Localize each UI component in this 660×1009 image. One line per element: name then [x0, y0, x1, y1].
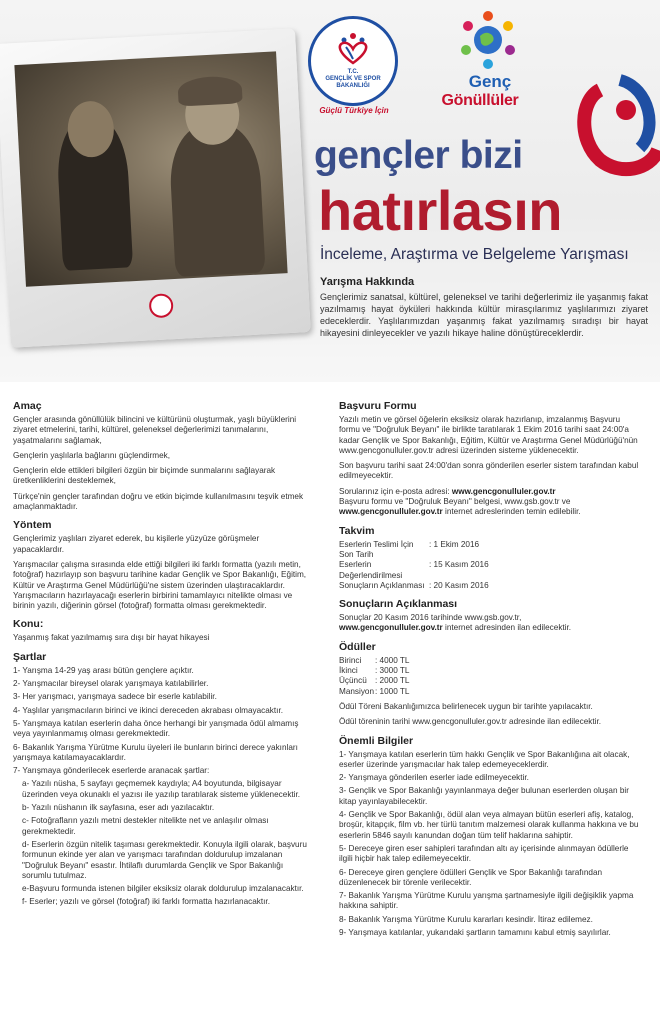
- sartlar-item: 7- Yarışmaya gönderilecek eserlerde aranacak şartlar:: [13, 766, 210, 776]
- hero-banner: [0, 0, 660, 382]
- about-heading: Yarışma Hakkında: [320, 276, 415, 288]
- seal-line-ministry: GENÇLİK VE SPOR: [325, 76, 381, 82]
- odul-label: Üçüncü: [339, 676, 367, 686]
- yontem-heading: Yöntem: [13, 519, 52, 532]
- sonuclar-text-a: Sonuçlar 20 Kasım 2016 tarihinde www.gsb.gov.tr,: [339, 613, 522, 623]
- odul-value: : 2000 TL: [375, 676, 410, 686]
- basvuru-heading: Başvuru Formu: [339, 400, 417, 412]
- takvim-label: Eserlerin Teslimi İçin Son Tarih: [339, 539, 414, 559]
- odul-row: [339, 687, 641, 697]
- decorative-swirl-graphic: [570, 70, 660, 190]
- onemli-item: 7- Bakanlık Yarışma Yürütme Kurulu yarışma şartnamesiyle ilgili değişiklik yapma hakkına sahiptir.: [339, 891, 634, 911]
- odul-label: İkinci: [339, 666, 358, 676]
- konu-section: [13, 618, 310, 643]
- sartlar-item: 4- Yaşlılar yarışmacıların birinci ve ikinci dereceden akrabası olmayacaktır.: [13, 705, 283, 715]
- amac-paragraph-4: Türkçe'nin gençler tarafından doğru ve etkin biçimde kullanılmasını teşvik etmek amaçlanmaktadır.: [13, 491, 304, 512]
- oduller-paragraph-2: Ödül töreninin tarihi www.gencgonulluler.gov.tr adresinde ilan edilecektir.: [339, 717, 601, 727]
- takvim-label: Eserlerin Değerlendirilmesi: [339, 560, 403, 580]
- odul-value: : 1000 TL: [375, 686, 410, 696]
- volunteers-logo-line2: Gönüllüler: [441, 92, 519, 109]
- onemli-item: 9- Yarışmaya katılanlar, yukarıdaki şartların tamamını kabul etmiş sayılırlar.: [339, 927, 611, 937]
- oduller-section: [339, 641, 641, 728]
- takvim-row: [339, 560, 641, 581]
- basvuru-section: [339, 400, 641, 518]
- takvim-label: Sonuçların Açıklanması: [339, 580, 425, 590]
- frame-small-logo-icon: [149, 293, 174, 318]
- amac-heading: Amaç: [13, 400, 42, 412]
- sartlar-item: 1- Yarışma 14-29 yaş arası bütün gençlere açıktır.: [13, 665, 194, 675]
- odul-label: Birinci: [339, 655, 362, 665]
- ministry-tagline: Güçlü Türkiye İçin: [319, 106, 389, 115]
- sartlar-subitem: c- Fotoğrafların yazılı metni destekler nitelikte net ve anlaşılır olması gerekmektedir.: [22, 816, 269, 836]
- onemli-section: [339, 735, 641, 939]
- onemli-item: 6- Dereceye giren gençlere ödülleri Gençlik ve Spor Bakanlığı tarafından düzenlenecek bir törenle verilecektir.: [339, 867, 603, 887]
- amac-paragraph-1: Gençler arasında gönüllülük bilincini ve kültürünü oluşturmak, yaşlı büyüklerini ziyaret etmelerini, tarihi, kültürel, geleneksel değerlerimizi tanımalarını, yaşatmalarını sağlamak,: [13, 415, 297, 445]
- volunteers-globe-logo-icon: [456, 8, 520, 72]
- seal-line-tc: T.C.: [347, 69, 359, 75]
- onemli-item: 5- Dereceye giren eser sahipleri tarafından altı ay içerisinde alınmayan ödüllerle ilgili hiçbir hak talep edilemeyecektir.: [339, 843, 629, 864]
- heart-figures-icon: [335, 31, 371, 65]
- sartlar-subitem: b- Yazılı nüshanın ilk sayfasına, eser adı yazılacaktır.: [22, 803, 215, 813]
- sonuclar-heading: Sonuçların Açıklanması: [339, 598, 458, 611]
- sartlar-item: 6- Bakanlık Yarışma Yürütme Kurulu üyeleri ile bunların birinci derece yakınları yarışmaya katılamayacaklardır.: [13, 742, 298, 762]
- odul-value: : 3000 TL: [375, 666, 410, 676]
- hero-photo: [14, 51, 287, 286]
- form-source-tail: internet adreslerinden temin edilebilir.: [442, 507, 581, 517]
- odul-label: Mansiyon: [339, 686, 375, 696]
- onemli-item: 4- Gençlik ve Spor Bakanlığı, ödül alan veya almayan bütün eserleri afiş, katalog, broşür, kitapçık, film vb. her türlü tanıtım malzemesi olarak kullanma hakkına ve bu eserlerin 5846 sayılı kanundan doğan tüm telif haklarına sahiptir.: [339, 810, 639, 840]
- title-line-2: hatırlasın: [318, 179, 562, 242]
- sartlar-item: 5- Yarışmaya katılan eserlerin daha önce herhangi bir yarışmada ödül almamış veya yayınlanmamış olması gerekmektedir.: [13, 718, 299, 739]
- odul-row: [339, 676, 641, 686]
- competition-subtitle: İnceleme, Araştırma ve Belgeleme Yarışması: [320, 246, 629, 263]
- onemli-item: 3- Gençlik ve Spor Bakanlığı yayınlanmaya değer bulunan eserlerden oluşan bir kitap yayınlayabilecektir.: [339, 786, 629, 806]
- amac-paragraph-2: Gençlerin yaşlılarla bağlarını güçlendirmek,: [13, 450, 171, 460]
- sonuclar-text-c: internet adresinden ilan edilecektir.: [442, 623, 572, 633]
- takvim-row: [339, 540, 641, 561]
- sonuclar-text: [339, 613, 641, 634]
- oduller-heading: Ödüller: [339, 640, 376, 653]
- takvim-heading: Takvim: [339, 524, 375, 537]
- form-source-link[interactable]: www.gencgonulluler.gov.tr: [339, 507, 443, 517]
- left-column: [13, 400, 310, 915]
- oduller-paragraph-1: Ödül Töreni Bakanlığımızca belirlenecek uygun bir tarihte yapılacaktır.: [339, 701, 593, 711]
- amac-paragraph-3: Gençlerin elde ettikleri bilgileri özgün bir biçimde sunmalarını sağlayarak üretkenliklerini desteklemek,: [13, 466, 276, 486]
- about-text: Gençlerimiz sanatsal, kültürel, geleneksel ve tarihi değerlerimiz ile yaşanmış fakat yazılmamış hayat öyküleri hakkında kültür mirasçılarımız yaşlılarımızı ziyaret edeceklerdir. Yaşlılarımızdan yaşanmış fakat yazılmamış sıradışı bir hayat hikayesini dinleyecekler ve yazılı hikaye haline dönüştüreceklerdir.: [320, 292, 648, 338]
- sartlar-heading: Şartlar: [13, 650, 47, 663]
- yontem-paragraph-2: Yarışmacılar çalışma sırasında elde ettiği bilgileri iki farklı formatta (yazılı metin, fotoğraf) hazırlayıp son başvuru tarihine kadar Gençlik ve Spor Bakanlığı, Eğitim, Kültür ve Araştırma Genel Müdürlüğü'ne sistem üzerinden ulaştıracaklardır. Yarışmacıların hazırlayacağı eserlerin birbirini tamamlayıcı nitelikte olması ve birinin yazılı, diğerinin görsel (fotoğraf) formatta olması gerekmektedir.: [13, 559, 307, 611]
- odul-row: [339, 656, 641, 666]
- takvim-value: : 20 Kasım 2016: [429, 580, 489, 590]
- onemli-item: 8- Bakanlık Yarışma Yürütme Kurulu kararları kesindir. İtiraz edilemez.: [339, 914, 593, 924]
- contact-label: Sorularınız için e-posta adresi:: [339, 486, 452, 496]
- sonuclar-link[interactable]: www.gencgonulluler.gov.tr: [339, 623, 443, 633]
- photo-frame: [0, 28, 311, 347]
- sartlar-subitem: f- Eserler; yazılı ve görsel (fotoğraf) iki farklı formatta hazırlanacaktır.: [22, 897, 270, 907]
- form-source-text: Başvuru formu ve "Doğruluk Beyanı" belgesi, www.gsb.gov.tr ve: [339, 497, 571, 507]
- takvim-value: : 15 Kasım 2016: [429, 560, 489, 570]
- basvuru-paragraph-2: Son başvuru tarihi saat 24:00'dan sonra gönderilen eserler sistem tarafından kabul edilmeyecektir.: [339, 461, 639, 481]
- elderly-man-cap: [177, 75, 242, 106]
- amac-section: [13, 400, 310, 512]
- title-line-1: gençler bizi: [314, 134, 523, 177]
- sartlar-subitem: d- Eserlerin özgün nitelik taşıması gerekmektedir. Konuyla ilgili olarak, başvuru formunun ekinde yer alan ve yarışmacı tarafından doldurulup imzalanan "Doğruluk Beyanı" esastır. İhtilaflı durumlarda Gençlik ve Spor Bakanlığı sorumlu tutulmaz.: [22, 839, 307, 880]
- sartlar-item: 3- Her yarışmacı, yarışmaya sadece bir eserle katılabilir.: [13, 692, 217, 702]
- takvim-value: : 1 Ekim 2016: [429, 539, 480, 549]
- elderly-man-figure: [168, 122, 266, 277]
- onemli-heading: Önemli Bilgiler: [339, 734, 414, 747]
- sartlar-section: [13, 651, 310, 908]
- konu-text: Yaşanmış fakat yazılmamış sıra dışı bir hayat hikayesi: [13, 633, 210, 643]
- volunteers-logo-line1: Genç: [468, 72, 512, 91]
- sartlar-subitem: a- Yazılı nüsha, 5 sayfayı geçmemek kaydıyla; A4 boyutunda, bilgisayar üzerinden veya okunaklı el yazısı ile yazılıp taratılarak sisteme yüklenecektir.: [22, 779, 301, 799]
- odul-value: : 4000 TL: [375, 655, 410, 665]
- right-column: [339, 400, 641, 945]
- onemli-item: 1- Yarışmaya katılan eserlerin tüm hakkı Gençlik ve Spor Bakanlığına ait olacak, eserler üzerinde yarışmacılar hak talep edemeyeceklerdir.: [339, 749, 630, 769]
- basvuru-paragraph-1: Yazılı metin ve görsel öğelerin eksiksiz olarak hazırlanıp, imzalanmış Başvuru formu ve "Doğruluk Beyanı" ile birlikte taratılarak 1 Ekim 2016 tarihi saat 24:00'a kadar Gençlik ve Spor Bakanlığı, Eğitim, Kültür ve Araştırma Genel Müdürlüğü'nün www.gencgonulluler.gov.tr adresi üzerinden sisteme yüklenecektir.: [339, 415, 638, 455]
- yontem-paragraph-1: Gençlerimiz yaşlıları ziyaret ederek, bu kişilerle yüzyüze görüşmeler yapacaklardır.: [13, 534, 260, 554]
- konu-heading: Konu:: [13, 618, 44, 631]
- seal-line-bakanlik: BAKANLIĞI: [336, 83, 370, 89]
- sartlar-item: 2- Yarışmacılar bireysel olarak yarışmaya katılabilirler.: [13, 679, 209, 689]
- yontem-section: [13, 519, 310, 611]
- onemli-item: 2- Yarışmaya gönderilen eserler iade edilmeyecektir.: [339, 773, 529, 783]
- takvim-row: [339, 581, 641, 591]
- basvuru-contact: [339, 487, 641, 518]
- contact-email-link[interactable]: www.gencgonulluler.gov.tr: [451, 486, 556, 496]
- takvim-section: [339, 525, 641, 591]
- ministry-seal-logo: [308, 16, 398, 106]
- sartlar-subitem: e-Başvuru formunda istenen bilgiler eksiksiz olarak doldurulup imzalanacaktır.: [22, 884, 304, 894]
- odul-row: [339, 666, 641, 676]
- sonuclar-section: [339, 598, 641, 634]
